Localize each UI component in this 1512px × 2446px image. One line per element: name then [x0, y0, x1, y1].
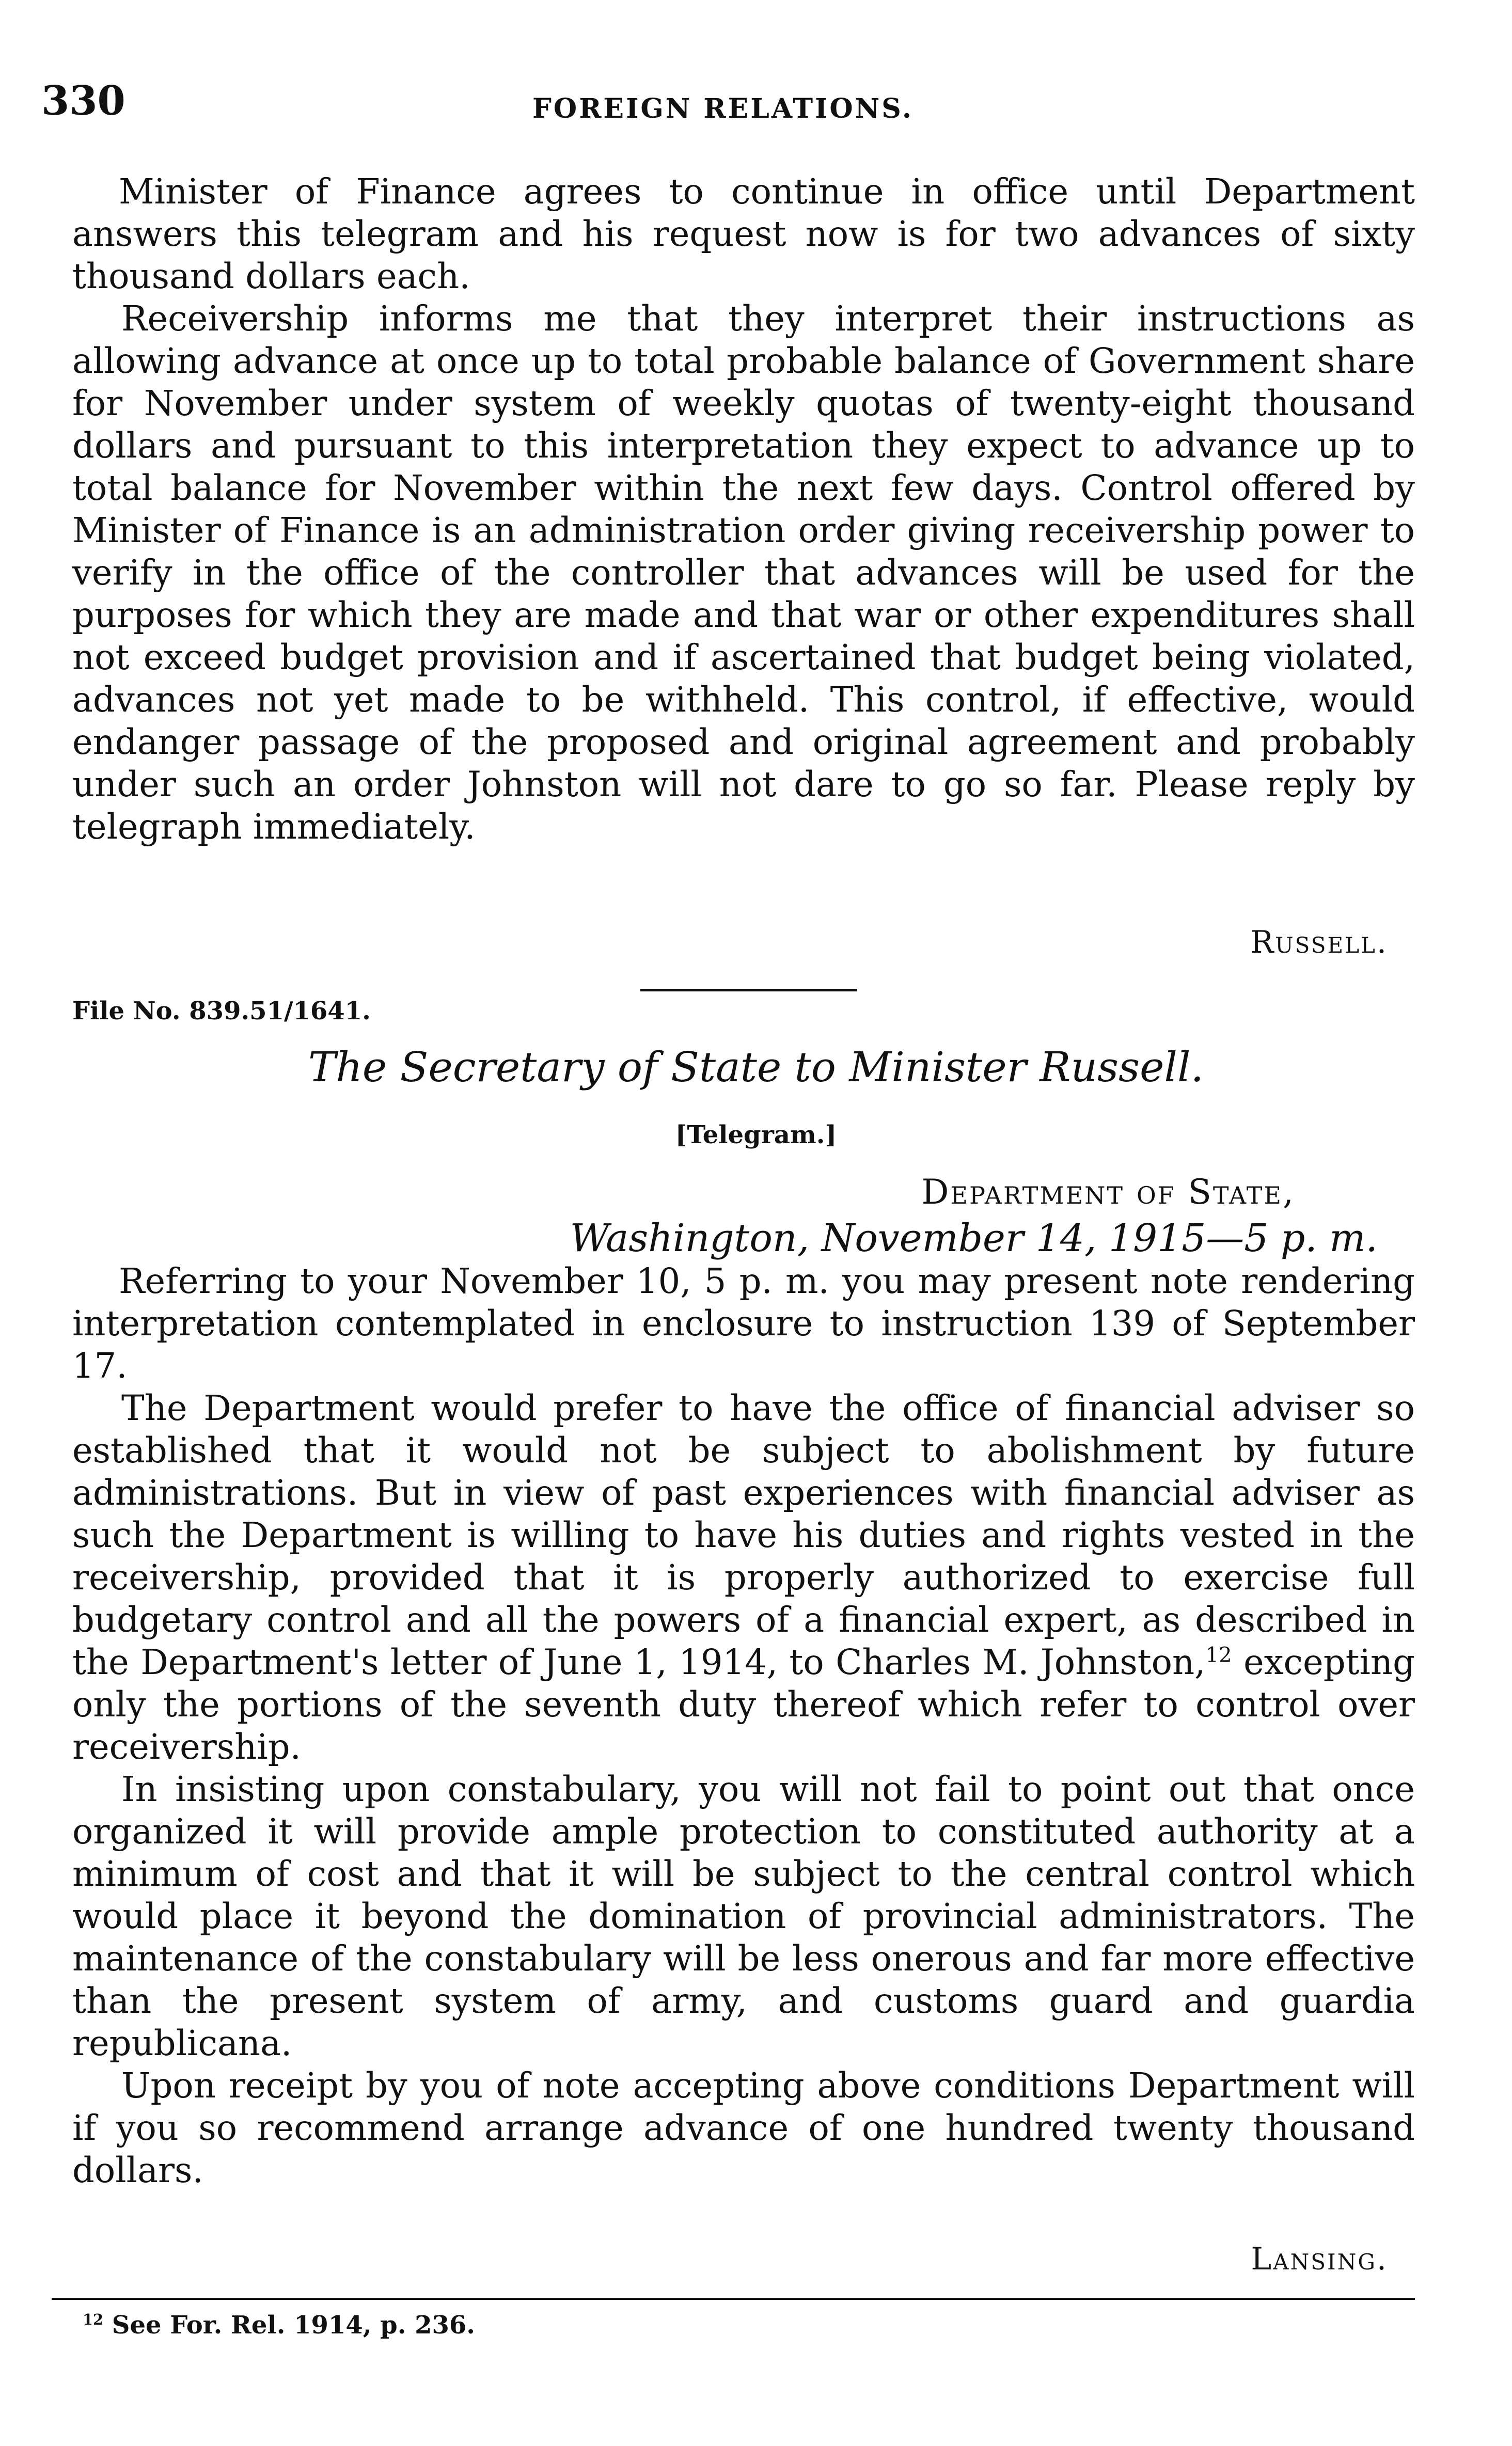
footnote-marker: 12	[83, 2311, 104, 2328]
paragraph: Receivership informs me that they interpret their instructions as allowing advance at once up to total probable balance of Government share for November under system of weekly quotas of twenty-eight thousand dollars and pursuant to this interpretation they expect to advance up to total balance for November within the next few days. Control offered by Minister of Finance is an administration order giving receivership power to verify in the office of the controller that advances will be used for the purposes for which they are made and that war or other expenditures shall not exceed budget provision and if ascertained that budget being violated, advances not yet made to be withheld. This control, if effective, would endanger passage of the proposed and original agreement and probably under such an order Johnston will not dare to go so far. Please reply by telegraph immediately.	[72, 298, 1415, 847]
page-number: 330	[41, 77, 125, 124]
paragraph: In insisting upon constabulary, you will not fail to point out that once organized it will provide ample protection to constituted authority at a minimum of cost and that it will be subject to the central control which would place it beyond the domination of provincial administrators. The maintenance of the constabulary will be less onerous and far more effective than the present system of army, and customs guard and guardia republicana.	[72, 1769, 1415, 2063]
signature-lansing: Lansing.	[1251, 2241, 1388, 2277]
page-header	[41, 77, 1405, 139]
footnote-text: See For. Rel. 1914, p. 236.	[112, 2311, 476, 2340]
paragraph-text: excepting only the portions of the seventh duty thereof which refer to control over receivership.	[72, 1642, 1415, 1767]
paragraph: Referring to your November 10, 5 p. m. you may present note rendering interpretation contemplated in enclosure to instruction 139 of September 17.	[72, 1261, 1415, 1386]
section-divider	[640, 989, 857, 991]
department-heading: Department of State,	[921, 1172, 1295, 1212]
paragraph: Minister of Finance agrees to continue in office until Department answers this telegram and his request now is for two advances of sixty thousand dollars each.	[72, 171, 1415, 296]
letter-russell-body	[72, 170, 1415, 848]
document-type: [Telegram.]	[675, 1121, 837, 1149]
paragraph-text: The Department would prefer to have the office of financial adviser so established that it would not be subject to abolishment by future administrations. But in view of past experiences with financial adviser as such the Department is willing to have his duties and rights vested in the receivership, provided that it is properly authorized to exercise full budgetary control and all the powers of a financial expert, as described in the Department's letter of June 1, 1914, to Charles M. Johnston,	[72, 1388, 1415, 1682]
paragraph: Upon receipt by you of note accepting above conditions Department will if you so recommend arrange advance of one hundred twenty thousand dollars.	[72, 2065, 1415, 2190]
running-head: FOREIGN RELATIONS.	[532, 93, 914, 124]
footnote-rule	[52, 2298, 1415, 2300]
signature-russell: Russell.	[1250, 924, 1388, 960]
dateline: Washington, November 14, 1915—5 p. m.	[570, 1216, 1378, 1260]
file-number: File No. 839.51/1641.	[72, 997, 371, 1025]
document-title: The Secretary of State to Minister Russell.	[308, 1043, 1204, 1091]
footnote	[83, 2311, 475, 2340]
letter-secretary-body	[72, 1260, 1415, 2191]
footnote-reference: 12	[1205, 1643, 1232, 1667]
paragraph	[72, 1387, 1415, 1768]
